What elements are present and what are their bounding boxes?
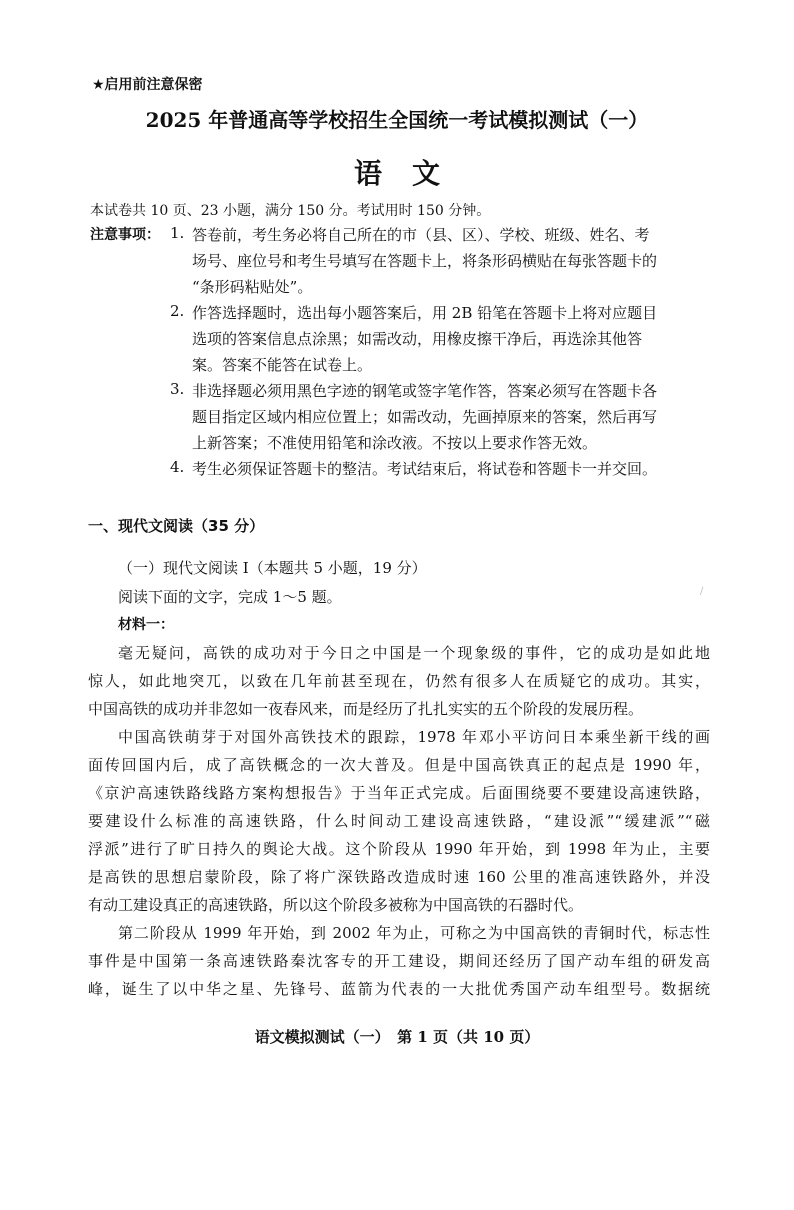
note-line: 答卷前，考生务必将自己所在的市（县、区）、学校、班级、姓名、考 [192,226,650,244]
note-line: “条形码粘贴处”。 [192,278,313,296]
paragraph-line: 浮派”进行了旷日持久的舆论大战。这个阶段从 1990 年开始，到 1998 年为止，主要 [88,840,710,858]
note-line: 作答选择题时，选出每小题答案后，用 2B 铅笔在答题卡上将对应题目 [192,304,658,322]
note-line: 考生必须保证答题卡的整洁。考试结束后，将试卷和答题卡一并交回。 [192,460,658,478]
note-line: 场号、座位号和考生号填写在答题卡上，将条形码横贴在每张答题卡的 [192,252,658,270]
material-label: 材料一： [118,617,174,633]
paragraph-line: 面传回国内后，成了高铁概念的一次大普及。但是中国高铁真正的起点是 1990 年， [88,756,710,774]
note-number: 3. [170,380,185,398]
paragraph-line: 中国高铁的成功并非忽如一夜春风来，而是经历了扎扎实实的五个阶段的发展历程。 [88,700,644,718]
paragraph-line: 有动工建设真正的高速铁路，所以这个阶段多被称为中国高铁的石器时代。 [88,896,584,914]
exam-info: 本试卷共 10 页、23 小题，满分 150 分。考试用时 150 分钟。 [90,203,491,219]
confidential-mark: ★启用前注意保密 [92,77,203,93]
subject-title: 语文 [353,157,470,190]
paragraph-line: 峰，诞生了以中华之星、先锋号、蓝箭为代表的一大批优秀国产动车组型号。数据统 [88,980,710,998]
note-line: 非选择题必须用黑色字迹的钢笔或签字笔作答，答案必须写在答题卡各 [192,382,658,400]
section-heading: 一、现代文阅读（35 分） [88,517,265,535]
paragraph-line: 要建设什么标准的高速铁路，什么时间动工建设高速铁路，“建设派”“缓建派”“磁 [88,812,710,830]
paragraph-line: 《京沪高速铁路线路方案构想报告》于当年正式完成。后面围绕要不要建设高速铁路， [88,784,710,802]
paragraph-line: 中国高铁萌芽于对国外高铁技术的跟踪，1978 年邓小平访问日本乘坐新干线的画 [118,728,710,746]
note-line: 题目指定区域内相应位置上；如需改动，先画掉原来的答案，然后再写 [192,408,658,426]
exam-title: 2025 年普通高等学校招生全国统一考试模拟测试（一） [145,108,649,132]
paragraph-line: 事件是中国第一条高速铁路秦沈客专的开工建设，期间还经历了国产动车组的研发高 [88,952,710,970]
note-number: 1. [170,224,185,242]
note-number: 4. [170,458,185,476]
scan-mark: ∕ [700,586,704,597]
notes-label: 注意事项： [90,227,160,243]
subsection-heading: （一）现代文阅读 I（本题共 5 小题，19 分） [118,559,427,577]
note-line: 上新答案；不准使用铅笔和涂改液。不按以上要求作答无效。 [192,434,598,452]
paragraph-line: 第二阶段从 1999 年开始，到 2002 年为止，可称之为中国高铁的青铜时代，标志性 [118,924,710,942]
note-line: 选项的答案信息点涂黑；如需改动，用橡皮擦干净后，再选涂其他答 [192,330,643,348]
page-footer: 语文模拟测试（一） 第 1 页（共 10 页） [254,1028,540,1046]
paragraph-line: 是高铁的思想启蒙阶段，除了将广深铁路改造成时速 160 公里的准高速铁路外，并没 [88,868,710,886]
paragraph-line: 毫无疑问，高铁的成功对于今日之中国是一个现象级的事件，它的成功是如此地 [118,644,710,662]
paragraph-line: 惊人，如此地突兀，以致在几年前甚至现在，仍然有很多人在质疑它的成功。其实， [88,672,710,690]
note-line: 案。答案不能答在试卷上。 [192,356,373,374]
note-number: 2. [170,302,185,320]
reading-instruction: 阅读下面的文字，完成 1～5 题。 [118,588,342,606]
